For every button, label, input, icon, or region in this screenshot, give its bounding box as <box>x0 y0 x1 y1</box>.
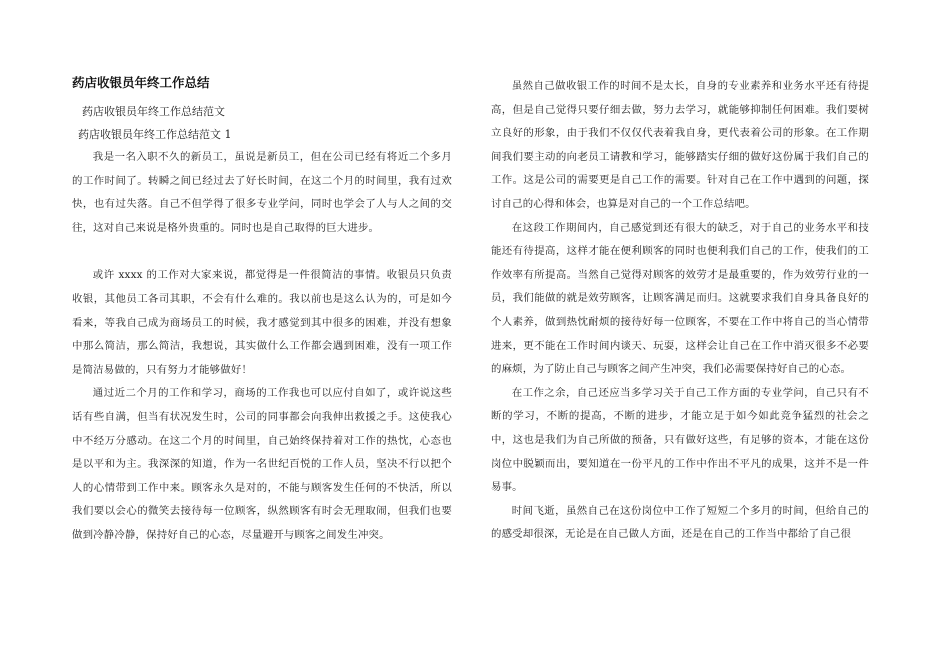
paragraph: 在这段工作期间内，自己感觉到还有很大的缺乏，对于自己的业务水平和技能还有待提高，这样才能在便利顾客的同时也便利我们自己的工作，使我们的工作效率有所提高。当然自己觉得对顾客的效劳才是最重要的，作为效劳行业的一员，我们能做的就是效劳顾客，让顾客满足而归。这就要求我们自身具备良好的个人素养，做到热忱耐烦的接待好每一位顾客，不要在工作中将自己的当心情带进来，更不能在工作时间内谈天、玩耍，这样会让自己在工作中消灭很多不必要的麻烦，为了防止自己与顾客之间产生冲突，我们必需要保持好自己的心态。 <box>491 221 869 376</box>
paragraph: 我是一名入职不久的新员工，虽说是新员工，但在公司已经有将近二个多月的工作时间了。转瞬之间已经过去了好长时间，在这二个月的时间里，我有过欢快，也有过失落。自己不但学得了很多专业学问，同时也学会了人与人之间的交往，这对自己来说是格外贵重的。同时也是自己取得的巨大进步。 <box>72 151 452 234</box>
paragraph: 通过近二个月的工作和学习，商场的工作我也可以应付自如了，或许说这些话有些自满，但当有状况发生时，公司的同事都会向我伸出救援之手。这使我心中不经万分感动。在这二个月的时间里，自己始终保持着对工作的热忱，心态也是以平和为主。我深深的知道，作为一名世纪百悦的工作人员，坚决不行以把个人的心情带到工作中来。顾客永久是对的，不能与顾客发生任何的不快活，所以我们要以会心的微笑去接待每一位顾客，纵然顾客有时会无理取闹，但我们也要做到冷静冷静，保持好自己的心态，尽量避开与顾客之间发生冲突。 <box>72 387 452 541</box>
right-column <box>491 75 869 547</box>
document-subtitle: 药店收银员年终工作总结范文 <box>82 105 225 118</box>
document-title: 药店收银员年终工作总结 <box>72 75 210 90</box>
paragraph-gap <box>72 240 452 264</box>
paragraph: 在工作之余，自己还应当多学习关于自己工作方面的专业学问，自己只有不断的学习，不断的提高，不断的进步，才能立足于如今如此竞争猛烈的社会之中，这也是我们为自己所做的预备，只有做好这些，有足够的资本，才能在这份岗位中脱颖而出，要知道在一份平凡的工作中作出不平凡的成果，这并不是一件易事。 <box>491 386 869 494</box>
paragraph: 时间飞逝，虽然自己在这份岗位中工作了短短二个多月的时间，但给自己的的感受却很深，无论是在自己做人方面，还是在自己的工作当中都给了自己很 <box>491 504 869 541</box>
section-heading: 药店收银员年终工作总结范文 1 <box>78 128 232 141</box>
left-column <box>72 72 452 548</box>
paragraph: 或许 xxxx 的工作对大家来说，都觉得是一件很简洁的事情。收银员只负责收银，其他员工各司其职，不会有什么难的。我以前也是这么认为的，可是如今看来，等我自己成为商场员工的时候，我才感觉到其中很多的困难，并没有想象中那么简洁，那么简洁，我想说，其实做什么工作都会遇到困难，没有一项工作是简洁易做的，只有努力才能够做好！ <box>72 269 452 376</box>
paragraph: 虽然自己做收银工作的时间不是太长，自身的专业素养和业务水平还有待提高，但是自己觉得只要仔细去做，努力去学习，就能够抑制任何困难。我们要树立良好的形象，由于我们不仅仅代表着我自身，更代表着公司的形象。在工作期间我们要主动的向老员工请教和学习，能够踏实仔细的做好这份属于我们自己的工作。这是公司的需要更是自己工作的需要。针对自己在工作中遇到的问题，探讨自己的心得和体会，也算是对自己的一个工作总结吧。 <box>491 80 869 210</box>
